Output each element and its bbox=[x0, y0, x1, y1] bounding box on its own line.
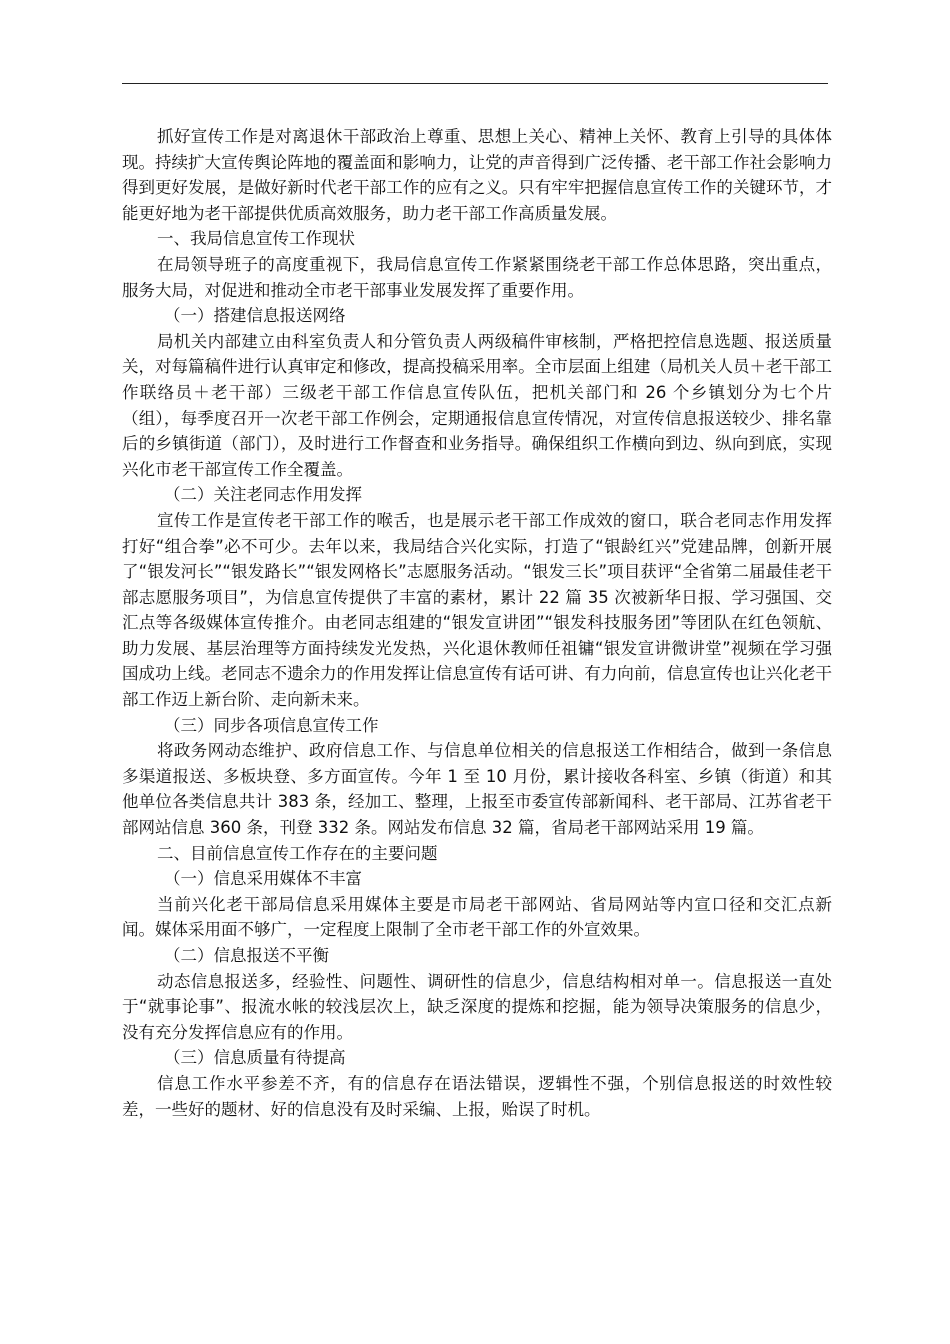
document-body bbox=[122, 124, 832, 1122]
body-paragraph: 宣传工作是宣传老干部工作的喉舌，也是展示老干部工作成效的窗口，联合老同志作用发挥打好“组合拳”必不可少。去年以来，我局结合兴化实际，打造了“银龄红兴”党建品牌，创新开展了“银发河长”“银发路长”“银发网格长”志愿服务活动。“银发三长”项目获评“全省第二届最佳老干部志愿服务项目”，为信息宣传提供了丰富的素材，累计 22 篇 35 次被新华日报、学习强国、交汇点等各级媒体宣传推介。由老同志组建的“银发宣讲团”“银发科技服务团”等团队在红色领航、助力发展、基层治理等方面持续发光发热，兴化退休教师任祖镛“银发宣讲微讲堂”视频在学习强国成功上线。老同志不遗余力的作用发挥让信息宣传有话可讲、有力向前，信息宣传也让兴化老干部工作迈上新台阶、走向新未来。 bbox=[122, 510, 832, 710]
header-rule bbox=[122, 83, 828, 84]
body-paragraph: 信息工作水平参差不齐，有的信息存在语法错误，逻辑性不强，个别信息报送的时效性较差，一些好的题材、好的信息没有及时采编、上报，贻误了时机。 bbox=[122, 1073, 832, 1119]
subheading-1-3: （三）同步各项信息宣传工作 bbox=[164, 715, 379, 735]
section-heading-2: 二、目前信息宣传工作存在的主要问题 bbox=[157, 843, 438, 863]
subheading-1-1: （一）搭建信息报送网络 bbox=[164, 306, 346, 326]
section-heading-1: 一、我局信息宣传工作现状 bbox=[157, 229, 355, 249]
body-paragraph: 在局领导班子的高度重视下，我局信息宣传工作紧紧围绕老干部工作总体思路，突出重点，服务大局，对促进和推动全市老干部事业发展发挥了重要作用。 bbox=[122, 254, 832, 300]
body-paragraph: 局机关内部建立由科室负责人和分管负责人两级稿件审核制，严格把控信息选题、报送质量关，对每篇稿件进行认真审定和修改，提高投稿采用率。全市层面上组建（局机关人员＋老干部工作联络员＋老干部）三级老干部工作信息宣传队伍，把机关部门和 26 个乡镇划分为七个片（组），每季度召开一次老干部工作例会，定期通报信息宣传情况，对宣传信息报送较少、排名靠后的乡镇街道（部门），及时进行工作督查和业务指导。确保组织工作横向到边、纵向到底，实现兴化市老干部宣传工作全覆盖。 bbox=[122, 331, 832, 479]
subheading-2-1: （一）信息采用媒体不丰富 bbox=[164, 869, 362, 889]
subheading-1-2: （二）关注老同志作用发挥 bbox=[164, 485, 362, 505]
subheading-2-2: （二）信息报送不平衡 bbox=[164, 946, 329, 965]
body-paragraph: 将政务网动态维护、政府信息工作、与信息单位相关的信息报送工作相结合，做到一条信息多渠道报送、多板块登、多方面宣传。今年 1 至 10 月份，累计接收各科室、乡镇（街道）和其他单位各类信息共计 383 条，经加工、整理，上报至市委宣传部新闻科、老干部局、江苏省老干部网站信息 360 条，刊登 332 条。网站发布信息 32 篇，省局老干部网站采用 19 篇。 bbox=[122, 741, 832, 838]
body-paragraph: 动态信息报送多，经验性、问题性、调研性的信息少，信息结构相对单一。信息报送一直处于“就事论事”、报流水帐的较浅层次上，缺乏深度的提炼和挖掘，能为领导决策服务的信息少，没有充分发挥信息应有的作用。 bbox=[122, 971, 832, 1042]
subheading-2-3: （三）信息质量有待提高 bbox=[164, 1048, 346, 1068]
body-paragraph: 当前兴化老干部局信息采用媒体主要是市局老干部网站、省局网站等内宣口径和交汇点新闻。媒体采用面不够广，一定程度上限制了全市老干部工作的外宣效果。 bbox=[122, 894, 832, 940]
intro-paragraph: 抓好宣传工作是对离退休干部政治上尊重、思想上关心、精神上关怀、教育上引导的具体体现。持续扩大宣传舆论阵地的覆盖面和影响力，让党的声音得到广泛传播、老干部工作社会影响力得到更好发展，是做好新时代老干部工作的应有之义。只有牢牢把握信息宣传工作的关键环节，才能更好地为老干部提供优质高效服务，助力老干部工作高质量发展。 bbox=[122, 127, 832, 223]
